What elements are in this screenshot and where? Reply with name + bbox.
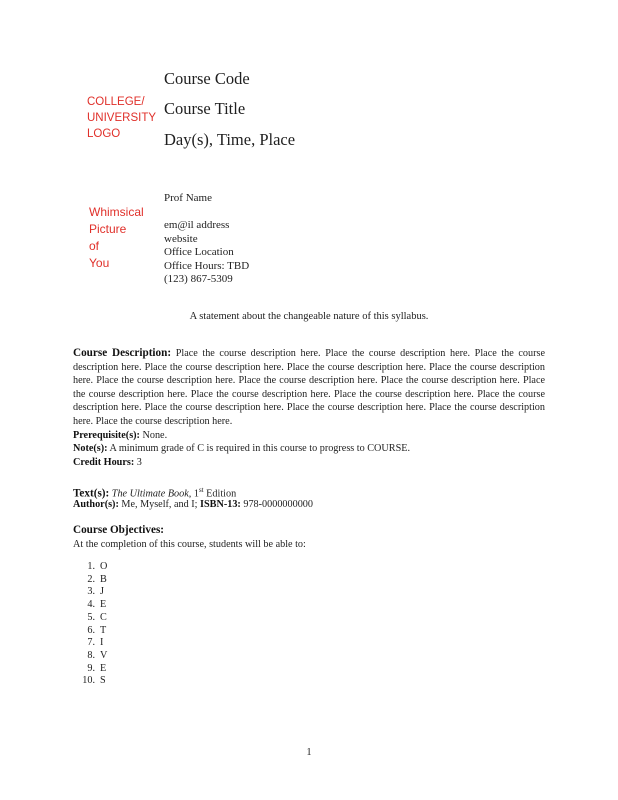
authors — [73, 498, 313, 512]
picture-line: Whimsical — [89, 205, 144, 219]
logo-line: COLLEGE/ — [87, 96, 145, 108]
course-code: Course Code — [164, 69, 250, 88]
credit-hours-value: 3 — [136, 456, 142, 468]
logo-line: LOGO — [87, 128, 121, 140]
objective-text: I — [100, 637, 104, 649]
objective-number: 7. — [87, 637, 95, 649]
course-schedule: Day(s), Time, Place — [164, 130, 296, 149]
course-description-text: Place the course description here. Place the course description here. Place the course description here. Place the course description here. Place the course description here. Place the course description here. Place the course description here. Place the course description here. Place the course description here. Place the course description here. Place the course description here. Place the course description here. Place the course description here. Place the course description here. Place the course description here. Place the course description here. Place the course description here. — [73, 348, 546, 427]
objective-item — [73, 574, 107, 587]
picture-line: You — [89, 256, 110, 270]
objective-number: 5. — [87, 611, 95, 623]
isbn-value: 978-0000000000 — [243, 499, 313, 510]
prof-name: Prof Name — [164, 192, 212, 204]
course-description — [73, 347, 545, 429]
university-logo-placeholder — [87, 94, 156, 142]
objective-item — [73, 663, 107, 676]
objective-item — [73, 561, 107, 574]
authors-label: Author(s): — [73, 499, 119, 510]
syllabus-statement: A statement about the changeable nature of this syllabus. — [189, 311, 429, 322]
objective-number: 3. — [87, 586, 95, 598]
authors-value: Me, Myself, and I; — [121, 499, 198, 510]
picture-line: of — [89, 239, 100, 253]
objective-number: 6. — [87, 624, 95, 636]
prerequisites — [73, 429, 545, 443]
edition-number: 1 — [193, 488, 199, 500]
isbn-label: ISBN-13: — [200, 499, 241, 510]
edition-word: Edition — [206, 488, 237, 500]
objective-item — [73, 637, 107, 650]
objective-text: E — [100, 599, 107, 611]
email-link[interactable]: em@il address — [164, 219, 230, 231]
objective-text: E — [100, 662, 107, 674]
phone-number: (123) 867-5309 — [164, 273, 233, 285]
office-location: Office Location — [164, 246, 234, 258]
course-description-label: Course Description: — [73, 347, 172, 359]
objectives-intro: At the completion of this course, students will be able to: — [73, 539, 306, 550]
notes — [73, 442, 545, 456]
office-hours: Office Hours: TBD — [164, 259, 250, 272]
objective-text: O — [100, 561, 108, 572]
objective-text: V — [100, 649, 108, 661]
objective-number: 2. — [87, 573, 95, 585]
notes-label: Note(s): — [73, 443, 108, 455]
course-description-section — [73, 347, 545, 469]
notes-value: A minimum grade of C is required in this course to progress to COURSE. — [109, 443, 411, 455]
picture-line: Picture — [89, 222, 127, 236]
objective-text: T — [100, 624, 107, 636]
course-title: Course Title — [164, 99, 246, 118]
objective-text: B — [100, 573, 107, 585]
objective-item — [73, 650, 107, 663]
objective-item — [73, 599, 107, 612]
page-number: 1 — [306, 747, 312, 758]
credit-hours-label: Credit Hours: — [73, 456, 135, 468]
objective-text: S — [100, 675, 106, 687]
prerequisites-value: None. — [142, 429, 168, 441]
objective-item — [73, 586, 107, 599]
objective-item — [73, 612, 107, 625]
objective-number: 1. — [87, 561, 95, 572]
objective-number: 8. — [87, 649, 95, 661]
objective-number: 4. — [87, 599, 95, 611]
logo-line: UNIVERSITY — [87, 112, 157, 124]
profile-picture-placeholder — [89, 204, 144, 272]
edition-suffix: st — [198, 486, 204, 494]
objective-text: C — [100, 611, 107, 623]
website-link[interactable]: website — [164, 232, 198, 245]
objective-number: 9. — [87, 662, 95, 674]
objective-number: 10. — [82, 675, 95, 687]
contact-block — [164, 219, 249, 287]
objective-text: J — [100, 586, 104, 598]
objectives-list — [73, 561, 107, 688]
prerequisites-label: Prerequisite(s): — [73, 429, 140, 441]
objective-item — [73, 675, 107, 688]
texts-label: Text(s): — [73, 487, 110, 500]
book-title: The Ultimate Book, — [111, 488, 192, 500]
credit-hours — [73, 456, 545, 470]
objectives-heading — [73, 524, 164, 538]
objectives-heading-text: Course Objectives: — [73, 524, 165, 536]
objective-item — [73, 625, 107, 638]
